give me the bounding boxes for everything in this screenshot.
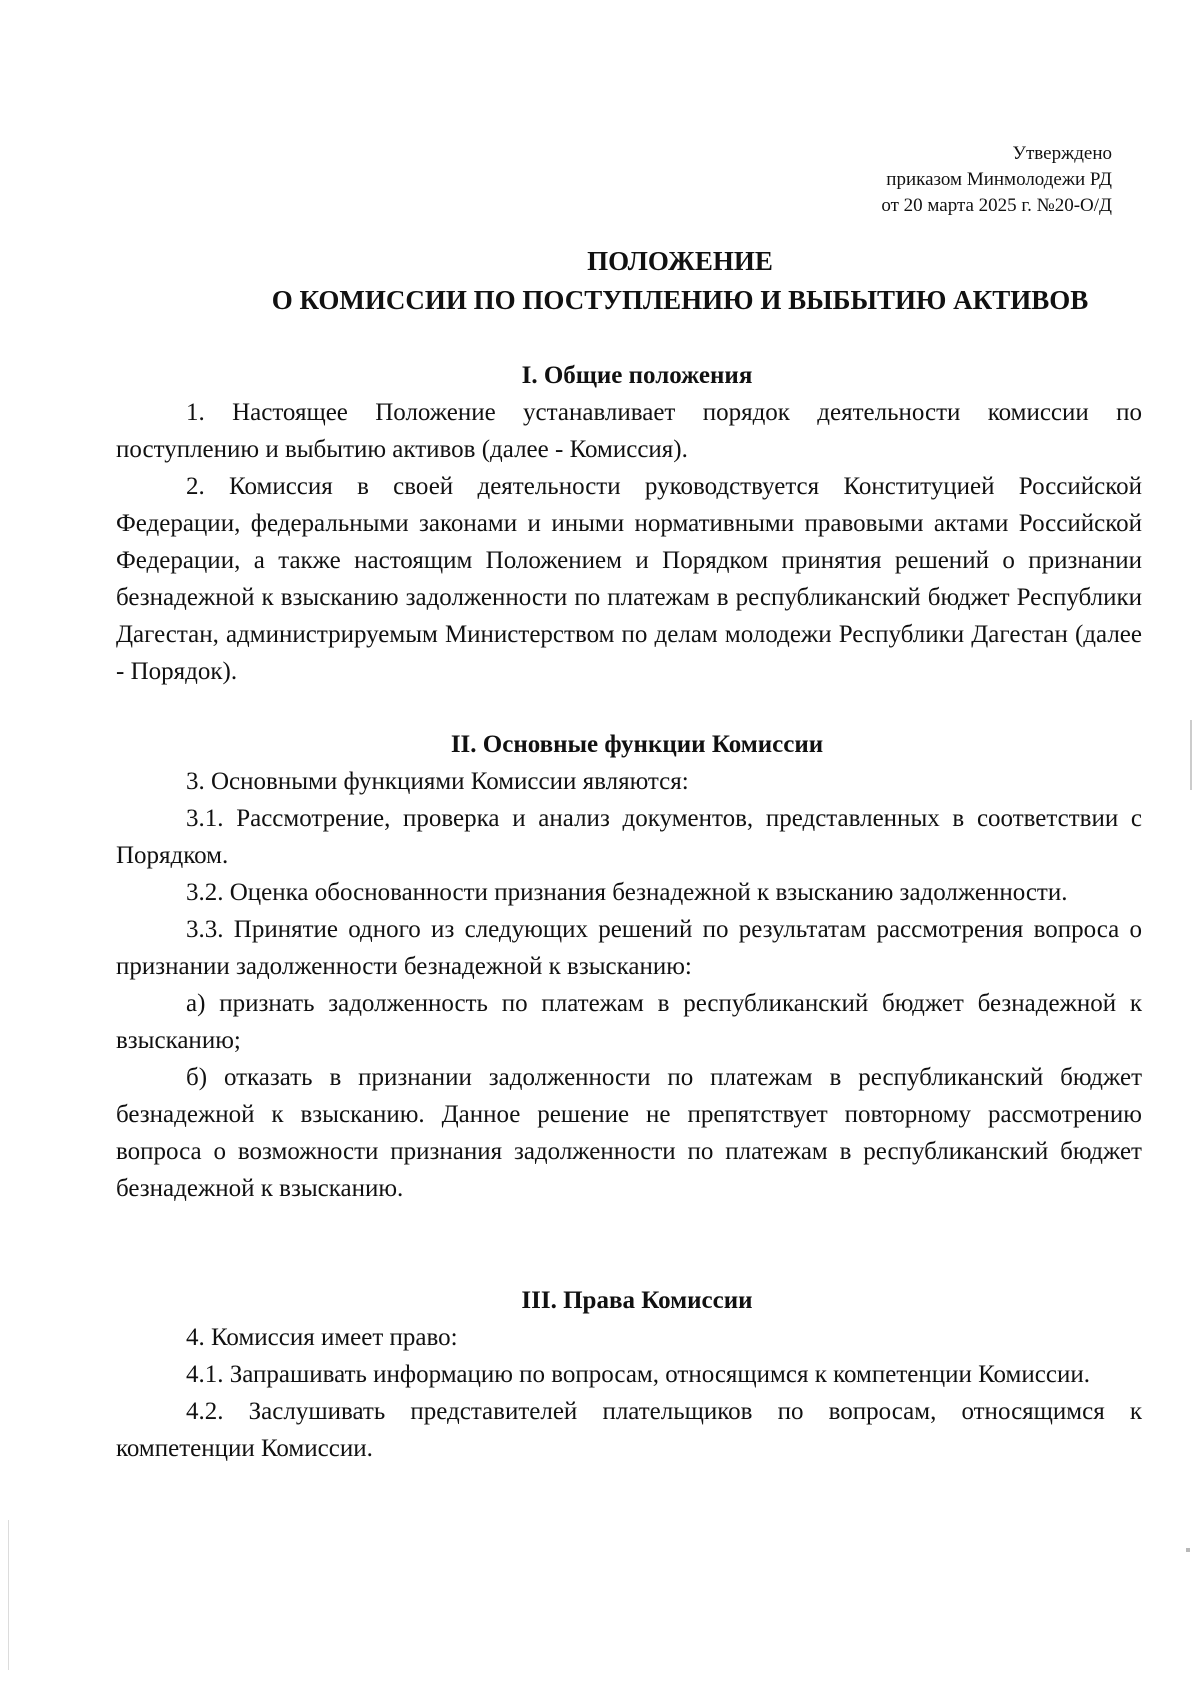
paragraph: а) признать задолженность по платежам в республиканский бюджет безнадежной к взысканию;	[116, 990, 1142, 1054]
paragraph: 3.3. Принятие одного из следующих решений по результатам рассмотрения вопроса о признании задолженности безнадежной к взысканию:	[116, 916, 1142, 980]
document-subtitle: О КОМИССИИ ПО ПОСТУПЛЕНИЮ И ВЫБЫТИЮ АКТИВОВ	[271, 285, 1089, 315]
document-title: ПОЛОЖЕНИЕ	[587, 246, 773, 276]
paragraph: 4.2. Заслушивать представителей плательщиков по вопросам, относящимся к компетенции Комиссии.	[116, 1398, 1142, 1462]
approval-stamp	[881, 141, 1112, 219]
paragraph: б) отказать в признании задолженности по платежам в республиканский бюджет безнадежной к взысканию. Данное решение не препятствует повторному рассмотрению вопроса о возможности признания задолженности по платежам в республиканский бюджет безнадежной к взысканию.	[116, 1064, 1142, 1202]
approval-line-approved: Утверждено	[1012, 143, 1112, 164]
section-heading: I. Общие положения	[521, 362, 753, 389]
section-heading: III. Права Комиссии	[521, 1287, 753, 1314]
approval-line-date: от 20 марта 2025 г. №20-О/Д	[881, 195, 1112, 216]
scan-edge-mark	[8, 1520, 9, 1670]
paragraph: 3.2. Оценка обоснованности признания безнадежной к взысканию задолженности.	[186, 879, 1068, 906]
paragraph: 1. Настоящее Положение устанавливает порядок деятельности комиссии по поступлению и выбытию активов (далее - Комиссия).	[116, 399, 1142, 463]
approval-line-order: приказом Минмолодежи РД	[886, 169, 1112, 190]
paragraph: 3.1. Рассмотрение, проверка и анализ документов, представленных в соответствии с Порядком.	[116, 805, 1142, 869]
section-heading: II. Основные функции Комиссии	[450, 731, 824, 758]
section-general-provisions	[116, 357, 1142, 690]
section-main-functions	[116, 726, 1142, 1207]
scan-edge-mark	[1190, 720, 1192, 790]
scan-dot-mark	[1186, 1548, 1190, 1552]
section-commission-rights	[116, 1282, 1142, 1467]
paragraph: 4. Комиссия имеет право:	[186, 1324, 458, 1351]
paragraph: 2. Комиссия в своей деятельности руководствуется Конституцией Российской Федерации, федеральными законами и иными нормативными правовыми актами Российской Федерации, а также настоящим Положением и Порядком принятия решений о признании безнадежной к взысканию задолженности по платежам в республиканский бюджет Республики Дагестан, администрируемым Министерством по делам молодежи Республики Дагестан (далее - Порядок).	[116, 473, 1142, 685]
paragraph: 3. Основными функциями Комиссии являются:	[186, 768, 689, 795]
paragraph: 4.1. Запрашивать информацию по вопросам, относящимся к компетенции Комиссии.	[186, 1361, 1090, 1388]
